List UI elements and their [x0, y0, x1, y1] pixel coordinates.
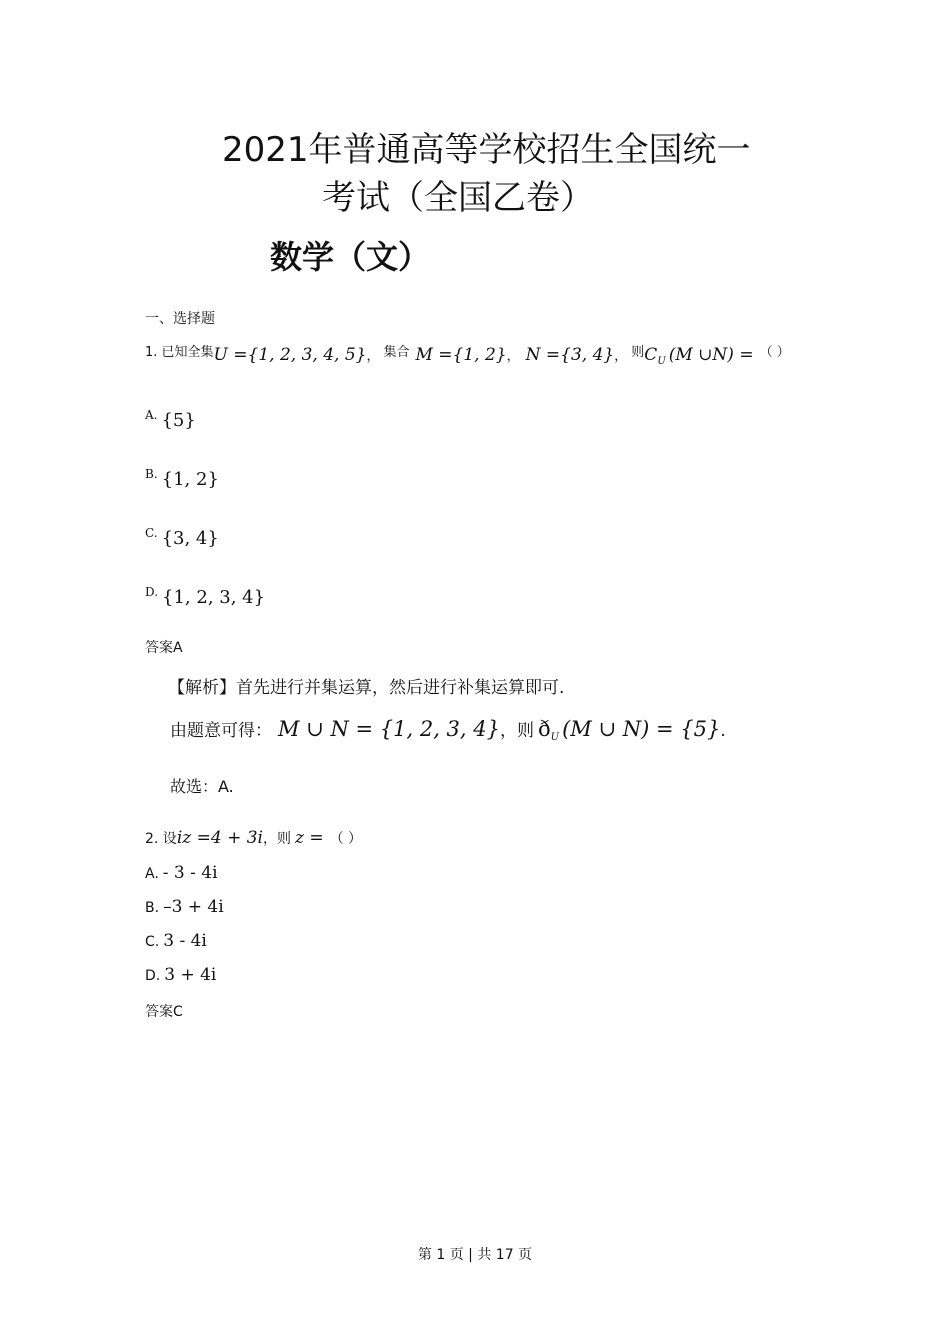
option-value: - 3 - 4i	[162, 863, 218, 883]
q1-paren: （ ）	[759, 345, 790, 360]
title-line-2: 考试（全国乙卷）	[322, 178, 594, 218]
option-value: –3 + 4i	[163, 897, 224, 917]
option-letter: D.	[145, 968, 161, 984]
q1-sep-2: ，	[506, 349, 520, 364]
q1-set-m: M ={1, 2}	[415, 345, 507, 365]
analysis-prefix: 由题意可得：	[170, 721, 272, 741]
option-value: {5}	[161, 410, 196, 431]
q1-analysis-2	[170, 716, 726, 743]
option-letter: A.	[145, 866, 159, 882]
analysis-sub: U	[550, 732, 560, 744]
q1-sep-3: ，	[614, 349, 628, 364]
option-value: 3 + 4i	[164, 965, 217, 985]
title-line-1: 2021年普通高等学校招生全国统一	[222, 130, 751, 170]
subject-title: 数学（文）	[270, 238, 431, 276]
q2-option-c	[145, 931, 207, 951]
q2-equation: iz =4 + 3i	[176, 828, 263, 848]
option-value: 3 - 4i	[163, 931, 207, 951]
q1-expr-c: C	[644, 345, 658, 365]
q2-option-b	[145, 897, 224, 917]
q1-sep-1: ，	[366, 349, 380, 364]
option-letter: B.	[145, 900, 160, 916]
page-footer: 第 1 页 | 共 17 页	[417, 1247, 533, 1263]
question-1-stem	[145, 345, 790, 367]
q2-then: ，则	[262, 831, 291, 847]
q1-answer: 答案A	[145, 640, 183, 656]
option-letter: C.	[145, 934, 160, 950]
q2-option-a	[145, 863, 218, 883]
option-letter: B.	[145, 467, 158, 481]
q1-option-b	[145, 469, 219, 490]
q1-analysis-1: 【解析】首先进行并集运算，然后进行补集运算即可.	[168, 678, 565, 698]
q2-answer: 答案C	[145, 1004, 183, 1020]
option-letter: C.	[145, 526, 158, 540]
analysis-complement-symbol: ð	[538, 717, 551, 741]
option-value: {3, 4}	[161, 528, 219, 549]
q1-then: 则	[631, 345, 645, 360]
q2-option-d	[145, 965, 216, 985]
q1-set-n: N ={3, 4}	[525, 345, 615, 365]
q1-mid: 集合	[383, 345, 410, 360]
option-value: {1, 2}	[161, 469, 219, 490]
q1-option-a	[145, 410, 196, 431]
q1-expr-sub: U	[657, 356, 666, 368]
q2-paren: （ ）	[329, 831, 363, 847]
analysis-math-2: (M ∪ N) = {5}	[562, 717, 721, 741]
analysis-math-1: M ∪ N = {1, 2, 3, 4}	[278, 717, 500, 741]
q1-analysis-3: 故选：A.	[170, 777, 234, 796]
q1-prefix: 1. 已知全集	[145, 345, 214, 360]
q1-expr-rest: (M ∪N) =	[668, 345, 754, 365]
section-title: 一、选择题	[145, 311, 215, 327]
option-value: {1, 2, 3, 4}	[162, 587, 266, 608]
analysis-end: .	[720, 721, 726, 741]
analysis-then: ，则	[500, 721, 534, 741]
option-letter: A.	[145, 408, 158, 422]
q1-option-c	[145, 528, 219, 549]
q2-z: z =	[294, 828, 324, 848]
question-2-stem	[145, 828, 362, 848]
q1-option-d	[145, 587, 265, 608]
q2-prefix: 2. 设	[145, 831, 177, 847]
option-letter: D.	[145, 585, 159, 599]
q1-set-u: U ={1, 2, 3, 4, 5}	[213, 345, 367, 365]
